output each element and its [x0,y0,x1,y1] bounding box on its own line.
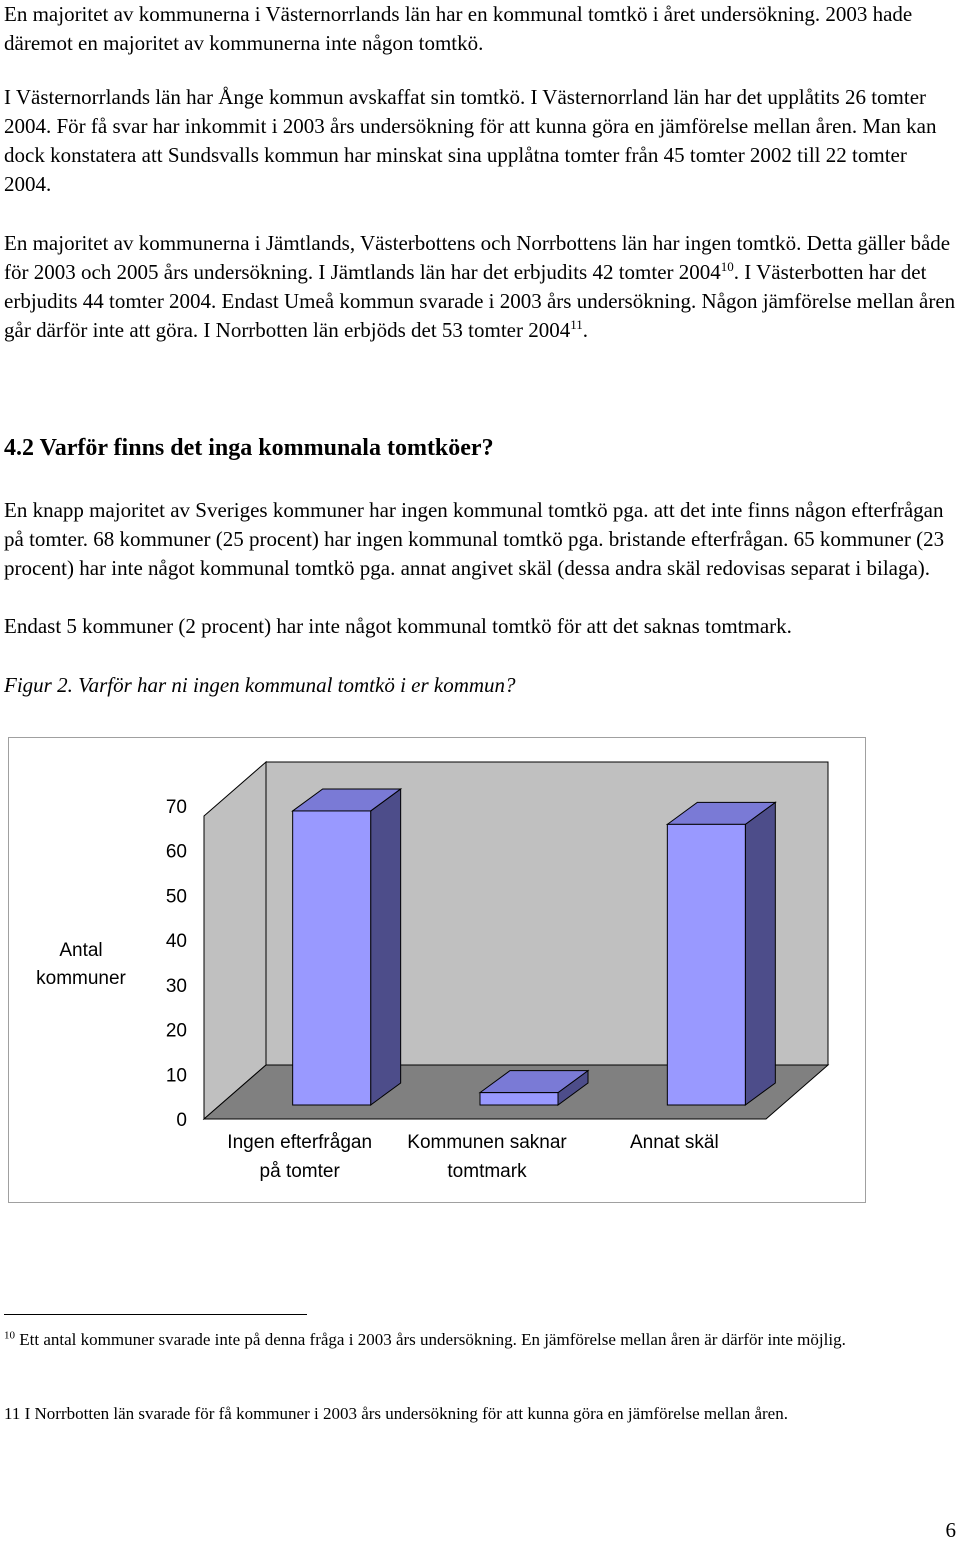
y-tick-label: 60 [165,841,187,863]
paragraph-text: . I Västerbotten har det erbjudits 44 tomter 2004. Endast Umeå kommun svarade i 2003 års undersökning. Någon jämförelse mellan åren går därför inte att göra. I Norrbotten län erbjöds det 53 tomter 2004 [4,260,956,342]
paragraph-norrland-counties [4,229,956,345]
section-heading: 4.2 Varför finns det inga kommunala tomtköer? [4,435,494,461]
footnote-11: 11 I Norrbotten län svarade för få kommuner i 2003 års undersökning för att kunna göra en jämförelse mellan åren. [4,1404,788,1423]
bar [480,1093,558,1105]
y-axis-label: Antal [59,940,103,961]
y-tick-label: 70 [165,797,187,818]
x-tick-label: Kommunen saknar [407,1132,567,1153]
footnote-text: Ett antal kommuner svarade inte på denna fråga i 2003 års undersökning. En jämförelse mellan åren är därför inte möjlig. [15,1330,846,1349]
chart-side-wall [204,762,266,1119]
paragraph-text: En majoritet av kommunerna i Jämtlands, Västerbottens och Norrbottens län har ingen tomtkö. Detta gäller både för 2003 och 2005 års undersökning. I Jämtlands län har det erbjudits 42 tomter 2004 [4,231,951,284]
bar [293,811,371,1105]
bar-side [745,802,775,1105]
y-tick-label: 10 [165,1065,187,1087]
bar-side [371,789,401,1105]
paragraph-vasternorrland-details: I Västernorrlands län har Ånge kommun avskaffat sin tomtkö. I Västernorrland län har det upplåtits 26 tomter 2004. För få svar har inkommit i 2003 års undersökning för att kunna göra en jämförelse mellan åren. Man kan dock konstatera att Sundsvalls kommun har minskat sina upplåtna tomter från 45 tomter 2002 till 22 tomter 2004. [4,85,937,196]
footnote-ref-10: 10 [720,259,734,274]
y-tick-label: 30 [165,975,187,997]
x-tick-label: Ingen efterfrågan [227,1132,373,1153]
chart-frame [8,737,866,1203]
y-tick-label: 50 [165,886,187,908]
paragraph-no-land: Endast 5 kommuner (2 procent) har inte något kommunal tomtkö för att det saknas tomtmark. [4,614,792,638]
footnote-10 [4,1327,956,1352]
y-tick-label: 0 [176,1110,187,1131]
footnote-separator [4,1314,307,1315]
paragraph-text: . [582,318,589,342]
footnote-ref-11: 11 [570,317,583,332]
x-tick-label: tomtmark [447,1161,527,1182]
paragraph-vasternorrland-intro: En majoritet av kommunerna i Västernorrlands län har en kommunal tomtkö i året undersökning. 2003 hade däremot en majoritet av kommunerna inte någon tomtkö. [4,2,913,55]
bar [667,824,745,1105]
figure-caption: Figur 2. Varför har ni ingen kommunal tomtkö i er kommun? [4,673,516,697]
x-tick-label: på tomter [259,1161,340,1182]
y-tick-label: 20 [165,1020,187,1042]
y-tick-label: 40 [165,931,187,953]
footnote-number: 10 [4,1329,15,1342]
x-tick-label: Annat skäl [629,1132,719,1153]
page-number: 6 [945,1518,956,1542]
paragraph-reasons: En knapp majoritet av Sveriges kommuner har ingen kommunal tomtkö pga. att det inte finns någon efterfrågan på tomter. 68 kommuner (25 procent) har ingen kommunal tomtkö pga. bristande efterfrågan. 65 kommuner (23 procent) har inte något kommunal tomtkö pga. annat angivet skäl (dessa andra skäl redovisas separat i bilaga). [4,498,945,580]
bar-chart [9,738,867,1204]
y-axis-label: kommuner [36,968,126,989]
